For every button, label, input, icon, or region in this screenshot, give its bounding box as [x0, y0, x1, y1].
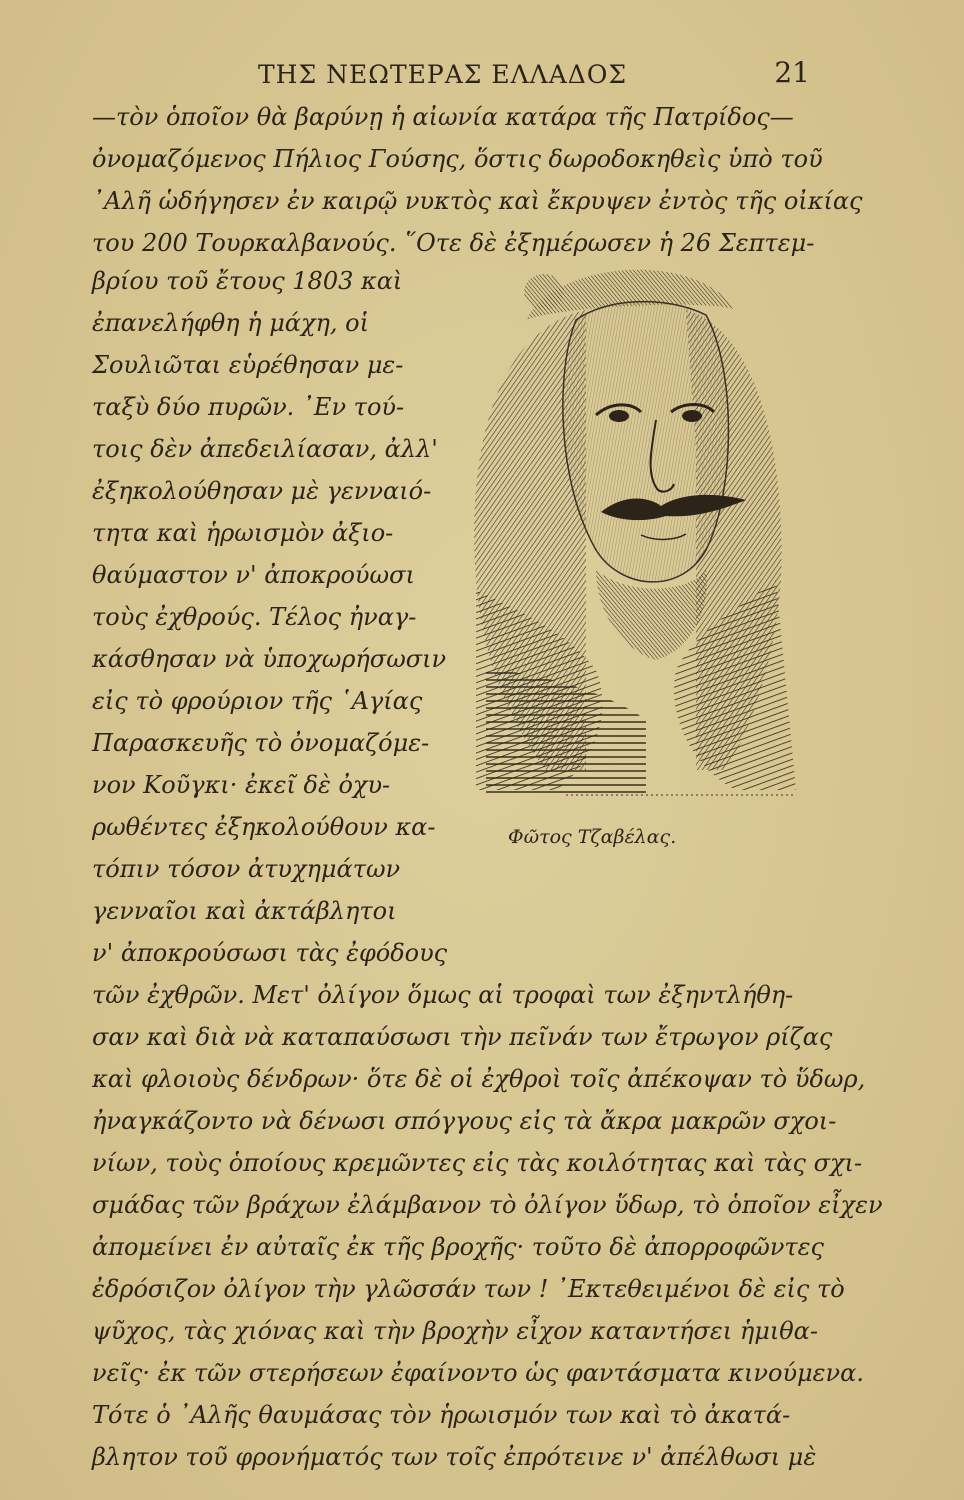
text-line: καὶ φλοιοὺς δένδρων· ὅτε δὲ οἱ ἐχθροὶ τοῖς ἀπέκοψαν τὸ ὕδωρ,	[92, 1065, 866, 1093]
text-line: θαύμαστον ν' ἀποκρούωσι	[92, 561, 415, 589]
text-line: νον Κοῦγκι· ἐκεῖ δὲ ὀχυ-	[92, 771, 391, 799]
text-line: σμάδας τῶν βράχων ἐλάμβανον τὸ ὀλίγον ὕδωρ, τὸ ὁποῖον εἶχεν	[92, 1191, 883, 1219]
text-line: του 200 Τουρκαλβανούς. ῞Οτε δὲ ἐξημέρωσεν ἡ 26 Σεπτεμ-	[92, 229, 815, 257]
page-header	[90, 58, 820, 98]
text-line: —τὸν ὁποῖον θὰ βαρύνῃ ἡ αἰωνία κατάρα τῆς Πατρίδος—	[92, 103, 794, 131]
text-line: Σουλιῶται εὑρέθησαν με-	[92, 351, 404, 379]
text-line: ρωθέντες ἐξηκολούθουν κα-	[92, 813, 436, 841]
text-line: ἀπομείνει ἐν αὐταῖς ἐκ τῆς βροχῆς· τοῦτο δὲ ἀπορροφῶντες	[92, 1233, 824, 1261]
text-line: εἰς τὸ φρούριον τῆς ῾Αγίας	[92, 687, 423, 715]
text-line: σαν καὶ διὰ νὰ καταπαύσωσι τὴν πεῖνάν των ἔτρωγον ρίζας	[92, 1023, 833, 1051]
text-line: ὀνομαζόμενος Πήλιος Γούσης, ὅστις δωροδοκηθεὶς ὑπὸ τοῦ	[92, 145, 823, 173]
text-line: νεῖς· ἐκ τῶν στερήσεων ἐφαίνοντο ὡς φαντάσματα κινούμενα.	[92, 1359, 864, 1387]
text-line: τῶν ἐχθρῶν. Μετ' ὀλίγον ὅμως αἱ τροφαὶ των ἐξηντλήθη-	[92, 981, 794, 1009]
text-line: τοις δὲν ἀπεδειλίασαν, ἀλλ'	[92, 435, 438, 463]
figure-caption: Φῶτος Τζαβέλας.	[508, 826, 677, 848]
portrait-figure	[436, 250, 824, 830]
text-line: ᾿Αλῆ ὡδήγησεν ἐν καιρῷ νυκτὸς καὶ ἔκρυψεν ἐντὸς τῆς οἰκίας	[92, 187, 863, 215]
text-line: Παρασκευῆς τὸ ὀνομαζόμε-	[92, 729, 430, 757]
text-line: τόπιν τόσον ἀτυχημάτων	[92, 855, 401, 883]
text-line: τοὺς ἐχθρούς. Τέλος ἠναγ-	[92, 603, 417, 631]
text-line: Τότε ὁ ᾿Αλῆς θαυμάσας τὸν ἡρωισμόν των καὶ τὸ ἀκατά-	[92, 1401, 791, 1429]
text-line: ἐπανελήφθη ἡ μάχη, οἱ	[92, 309, 370, 337]
text-line: νίων, τοὺς ὁποίους κρεμῶντες εἰς τὰς κοιλότητας καὶ τὰς σχι-	[92, 1149, 863, 1177]
text-line: τητα καὶ ἡρωισμὸν ἀξιο-	[92, 519, 394, 547]
text-line: γενναῖοι καὶ ἀκτάβλητοι	[92, 897, 397, 925]
text-line: ψῦχος, τὰς χιόνας καὶ τὴν βροχὴν εἶχον καταντήσει ἡμιθα-	[92, 1317, 818, 1345]
text-line: ἐξηκολούθησαν μὲ γενναιό-	[92, 477, 432, 505]
engraved-portrait-icon	[436, 250, 824, 820]
text-line: βρίου τοῦ ἔτους 1803 καὶ	[92, 267, 403, 295]
text-line: ν' ἀποκρούσωσι τὰς ἐφόδους	[92, 939, 448, 967]
text-line: κάσθησαν νὰ ὑποχωρήσωσιν	[92, 645, 447, 673]
page-number: 21	[774, 56, 810, 89]
text-line: ταξὺ δύο πυρῶν. ᾿Εν τού-	[92, 393, 405, 421]
text-line: ἐδρόσιζον ὀλίγον τὴν γλῶσσάν των ! ᾿Εκτεθειμένοι δὲ εἰς τὸ	[92, 1275, 845, 1303]
text-line: ἠναγκάζοντο νὰ δένωσι σπόγγους εἰς τὰ ἄκρα μακρῶν σχοι-	[92, 1107, 837, 1135]
text-line: βλητον τοῦ φρονήματός των τοῖς ἐπρότεινε ν' ἀπέλθωσι μὲ	[92, 1443, 817, 1471]
running-title: ΤΗΣ ΝΕΩΤΕΡΑΣ ΕΛΛΑΔΟΣ	[258, 60, 628, 89]
